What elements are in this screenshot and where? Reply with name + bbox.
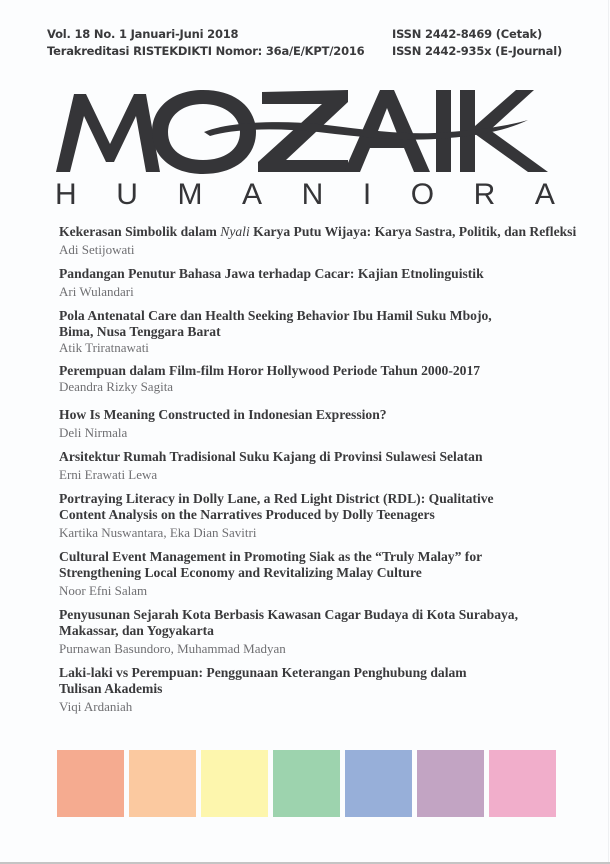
logo-sub-letter: A	[242, 178, 263, 211]
article-title: Portraying Literacy in Dolly Lane, a Red Light District (RDL): Qualitative Content Analysis on the Narratives Produced by Dolly Teenagers	[59, 491, 494, 522]
logo-sub-letter: O	[410, 178, 435, 211]
article-title: Penyusunan Sejarah Kota Berbasis Kawasan Cagar Budaya di Kota Surabaya, Makassar, dan Yogyakarta	[59, 607, 518, 638]
article-entry	[59, 491, 539, 542]
article-title: Pola Antenatal Care dan Health Seeking Behavior Ibu Hamil Suku Mbojo, Bima, Nusa Tenggara Barat	[59, 308, 492, 339]
color-swatch-row	[57, 750, 556, 817]
issn-print: ISSN 2442-8469 (Cetak)	[392, 27, 543, 41]
article-author: Deli Nirmala	[59, 425, 128, 440]
article-entry	[59, 266, 579, 301]
article-entry	[59, 549, 559, 600]
logo-sub-letter: R	[473, 178, 496, 211]
article-title: Pandangan Penutur Bahasa Jawa terhadap Cacar: Kajian Etnolinguistik	[59, 266, 484, 281]
logo-sub-letter: M	[177, 178, 203, 211]
article-title: Perempuan dalam Film-film Horor Hollywood Periode Tahun 2000-2017	[59, 363, 481, 378]
article-entry	[59, 449, 579, 484]
color-swatch	[417, 750, 484, 817]
article-title: How Is Meaning Constructed in Indonesian Expression?	[59, 407, 387, 422]
color-swatch	[129, 750, 196, 817]
article-title-italic: Nyali	[220, 224, 250, 239]
logo-letter-m	[56, 94, 160, 172]
color-swatch	[273, 750, 340, 817]
logo-sub-letter: I	[362, 178, 372, 211]
article-author: Atik Triratnawati	[59, 340, 149, 355]
humaniora-wordmark	[55, 178, 555, 212]
logo-sub-letter: N	[301, 178, 324, 211]
volume-label: Vol. 18 No. 1 Januari-Juni 2018	[47, 27, 239, 41]
article-title: Laki-laki vs Perempuan: Penggunaan Keterangan Penghubung dalam Tulisan Akademis	[59, 665, 467, 696]
table-of-contents	[59, 224, 579, 723]
article-entry	[59, 607, 559, 658]
article-author: Deandra Rizky Sagita	[59, 379, 174, 394]
article-title: Arsitektur Rumah Tradisional Suku Kajang di Provinsi Sulawesi Selatan	[59, 449, 483, 464]
article-entry	[59, 407, 579, 442]
color-swatch	[201, 750, 268, 817]
article-title-text: Kekerasan Simbolik dalam	[59, 224, 221, 239]
article-entry	[59, 363, 579, 395]
article-author: Noor Efni Salam	[59, 583, 148, 598]
issn-online: ISSN 2442-935x (E-Journal)	[392, 44, 563, 58]
logo-sub-letter: H	[55, 178, 77, 211]
article-author: Ari Wulandari	[59, 284, 134, 299]
accreditation-label: Terakreditasi RISTEKDIKTI Nomor: 36a/E/KPT/2016	[47, 44, 365, 58]
issn-info	[392, 26, 562, 60]
article-author: Kartika Nuswantara, Eka Dian Savitri	[59, 525, 257, 540]
article-title-text: Karya Putu Wijaya: Karya Sastra, Politik, dan Refleksi	[249, 224, 577, 239]
article-author: Erni Erawati Lewa	[59, 467, 158, 482]
logo-sub-letter: U	[116, 178, 138, 211]
article-entry	[59, 665, 499, 716]
color-swatch	[489, 750, 556, 817]
article-author: Viqi Ardaniah	[59, 699, 133, 714]
article-author: Adi Setijowati	[59, 242, 135, 257]
mozaik-logo	[48, 80, 558, 180]
article-author: Purnawan Basundoro, Muhammad Madyan	[59, 641, 286, 656]
logo-sub-letter: A	[534, 178, 555, 211]
article-title: Cultural Event Management in Promoting Siak as the “Truly Malay” for Strengthening Local Economy and Revitalizing Malay Culture	[59, 549, 482, 580]
color-swatch	[345, 750, 412, 817]
article-entry	[59, 224, 579, 259]
article-title	[59, 224, 579, 240]
article-entry	[59, 308, 529, 356]
logo-letter-i	[436, 90, 451, 172]
issue-info	[47, 26, 364, 60]
color-swatch	[57, 750, 124, 817]
